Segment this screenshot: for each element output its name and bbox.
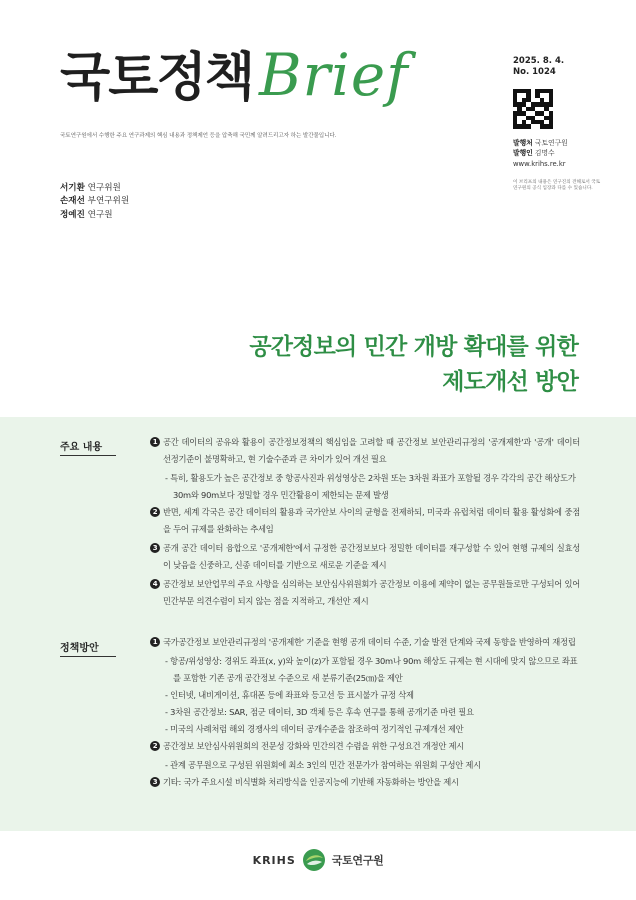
policy-list <box>150 634 580 793</box>
author <box>60 182 129 195</box>
item-text: 기타: 국가 주요시설 비식별화 처리방식을 인공지능에 기반해 자동화하는 방안을 제시 <box>163 777 459 787</box>
item-text: 공간 데이터의 공유와 활용이 공간정보정책의 핵심임을 고려할 때 공간정보 보안관리규정의 '공개제한'과 '공개' 데이터 선정기준이 불명확하고, 현 기술수준과 큰 차이가 있어 개선 필요 <box>163 437 580 464</box>
sub-item-dash: - <box>165 760 171 770</box>
item-number-badge: 3 <box>150 543 160 553</box>
issuer-label: 발행인 <box>513 149 533 158</box>
title-line-2: 제도개선 방안 <box>442 368 578 395</box>
sub-item <box>163 687 580 704</box>
item-text: 공간정보 보안심사위원회의 전문성 강화와 민간의견 수렴을 위한 구성요건 개정안 제시 <box>163 741 465 751</box>
masthead-title-en: Brief <box>258 41 409 109</box>
list-item <box>150 634 580 651</box>
author-name: 서기환 <box>60 183 85 193</box>
item-number-badge: 3 <box>150 777 160 787</box>
krihs-logo-icon <box>302 848 326 872</box>
title-line-1: 공간정보의 민간 개방 확대를 위한 <box>249 334 578 360</box>
sub-item <box>163 653 580 687</box>
sub-item-text: 미국의 사례처럼 해외 경쟁사의 데이터 공개수준을 참조하여 정기적인 규제개선 제안 <box>170 724 464 734</box>
org-name-en: KRIHS <box>252 853 296 867</box>
list-item <box>150 540 580 574</box>
publisher-label: 발행처 <box>513 138 533 147</box>
author-role: 연구위원 <box>87 183 121 193</box>
page-title <box>249 330 578 399</box>
sub-item <box>163 757 580 774</box>
issue-date: 2025. 8. 4. <box>513 56 565 66</box>
list-item <box>150 774 580 791</box>
summary-list <box>150 434 580 612</box>
author-name: 정예진 <box>60 209 85 220</box>
item-text: 국가공간정보 보안관리규정의 '공개제한' 기준을 현행 공개 데이터 수준, 기술 발전 단계와 국제 동향을 반영하여 재정립 <box>163 637 576 647</box>
sub-item-text: 3차원 공간정보: SAR, 점군 데이터, 3D 객체 등은 후속 연구를 통해 공개기준 마련 필요 <box>170 707 474 717</box>
item-number-badge: 2 <box>150 507 160 517</box>
author-role: 부연구위원 <box>87 196 130 207</box>
sub-item-dash: - <box>165 473 171 483</box>
sub-item-text: 관계 공무원으로 구성된 위원회에 최소 3인의 민간 전문가가 참여하는 위원회 구성안 제시 <box>170 760 481 770</box>
item-text: 공개 공간 데이터 융합으로 '공개제한'에서 규정한 공간정보보다 정밀한 데이터를 재구성할 수 있어 현행 규제의 실효성이 낮음을 신중하고, 신종 데이터를 기반으로 새로운 기준을 제시 <box>163 543 580 570</box>
author-name: 손재선 <box>60 196 85 207</box>
sub-item-text: 인터넷, 내비게이션, 휴대폰 등에 좌표와 등고선 등 표시불가 규정 삭제 <box>170 690 414 700</box>
item-number-badge: 1 <box>150 437 160 447</box>
sub-item-text: 항공/위성영상: 경위도 좌표(x, y)와 높이(z)가 포함될 경우 30m나 90m 해상도 규제는 현 시대에 맞지 않으므로 좌표를 포함한 기존 공개 공간정보 수준으로 새 분류기준(25㎝)을 제안 <box>170 656 578 683</box>
policy-section-label: 정책방안 <box>60 639 116 657</box>
org-name-ko: 국토연구원 <box>331 854 384 867</box>
list-item <box>150 576 580 610</box>
sub-item-text: 특히, 활용도가 높은 공간정보 중 항공사진과 위성영상은 2차원 또는 3차원 좌표가 포함될 경우 각각의 공간 해상도가 30m와 90m보다 정밀할 경우 민간활용이 제한되는 문제 발생 <box>170 473 576 500</box>
item-number-badge: 2 <box>150 741 160 751</box>
publisher-info <box>513 138 618 170</box>
issuer-name: 김명수 <box>534 149 555 158</box>
sub-item <box>163 704 580 721</box>
issue-number: No. 1024 <box>513 67 556 78</box>
masthead-title-ko: 국토정책 <box>60 48 253 108</box>
sub-item <box>163 721 580 738</box>
disclaimer-notice: 이 브리프의 내용은 연구진의 견해로서 국토연구원의 공식 입장과 다를 수 있습니다. <box>513 179 601 192</box>
author <box>60 195 129 208</box>
sub-item-dash: - <box>165 656 171 666</box>
author-list <box>60 182 129 222</box>
issue-meta <box>513 56 618 193</box>
item-number-badge: 1 <box>150 637 160 647</box>
masthead <box>60 41 409 109</box>
summary-section-label: 주요 내용 <box>60 438 116 456</box>
publisher-name: 국토연구원 <box>534 138 568 147</box>
item-text: 공간정보 보안업무의 주요 사항을 심의하는 보안심사위원회가 공간정보 이용에 제약이 없는 공무원들로만 구성되어 있어 민간부문 의견수렴이 되지 않는 점을 지적하고, 개선안 제시 <box>163 579 580 606</box>
item-number-badge: 4 <box>150 579 160 589</box>
author-role: 연구원 <box>87 209 113 220</box>
website-link[interactable]: www.krihs.re.kr <box>513 160 566 168</box>
sub-item-dash: - <box>165 690 171 700</box>
list-item <box>150 434 580 468</box>
sub-item-dash: - <box>165 707 171 717</box>
sub-item <box>163 470 580 504</box>
author <box>60 209 129 222</box>
list-item <box>150 504 580 538</box>
footer-logo <box>0 848 636 872</box>
item-text: 반면, 세계 각국은 공간 데이터의 활용과 국가안보 사이의 균형을 전제하되, 미국과 유럽처럼 데이터 활용 활성화에 중점을 두어 규제를 완화하는 추세임 <box>163 507 580 534</box>
list-item <box>150 738 580 755</box>
sub-item-dash: - <box>165 724 171 734</box>
masthead-tagline: 국토연구원에서 수행한 주요 연구과제의 핵심 내용과 정책제언 등을 압축해 국민께 알려드리고자 하는 발간물입니다. <box>60 133 337 139</box>
qr-code-icon[interactable] <box>513 89 553 129</box>
